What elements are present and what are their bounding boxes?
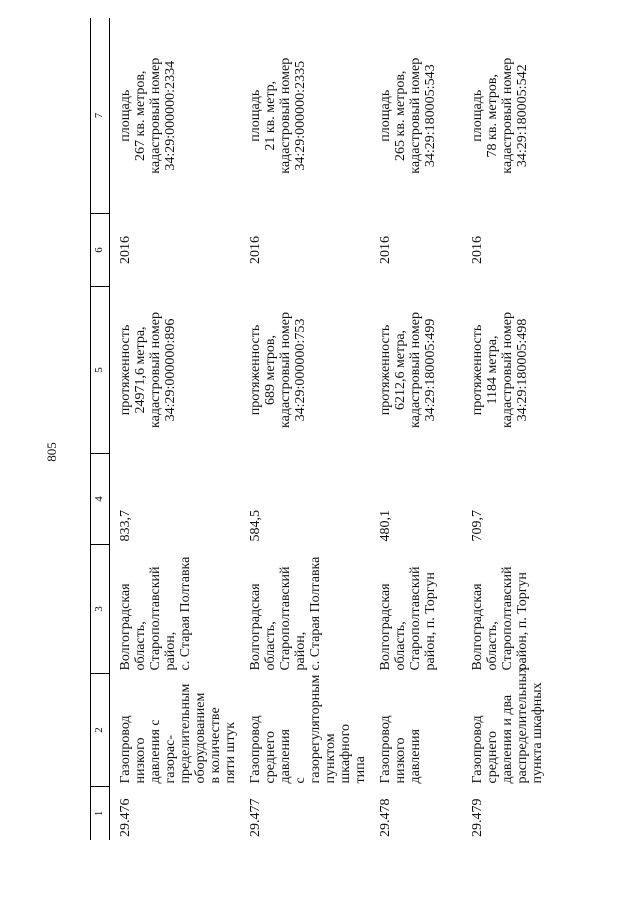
header-col-5: 5: [91, 287, 110, 454]
row-name: Газопровод низкого давления с газорас- пределительным оборудованием в количестве пяти штук: [118, 683, 238, 784]
row-year: 2016: [248, 236, 263, 264]
header-col-4: 4: [91, 454, 110, 545]
row-location: Волгоградская область, Старополтавский район, п. Торгун: [378, 566, 438, 671]
row-value: 584,5: [248, 510, 263, 542]
table-row: [460, 18, 558, 840]
row-length: протяженность 6212,6 метра, кадастровый номер 34:29:180005:499: [378, 312, 438, 428]
table-body: [110, 18, 559, 840]
row-area: площадь 78 кв. метров, кадастровый номер 34:29:180005:542: [470, 57, 530, 174]
table-row: [240, 18, 370, 840]
row-name: Газопровод низкого давления: [378, 715, 423, 784]
row-year: 2016: [378, 236, 393, 264]
header-col-7: 7: [91, 18, 110, 214]
row-year: 2016: [470, 236, 485, 264]
header-col-2: 2: [91, 674, 110, 787]
row-length: протяженность 24971,6 метра, кадастровый номер 34:29:000000:896: [118, 312, 178, 428]
row-id: 29.477: [248, 798, 263, 837]
row-year: 2016: [118, 236, 133, 264]
row-value: 480,1: [378, 510, 393, 542]
row-length: протяженность 689 метров, кадастровый номер 34:29:000000:753: [248, 312, 308, 428]
row-location: Волгоградская область, Старополтавский район, с. Старая Полтавка: [118, 556, 193, 671]
row-id: 29.479: [470, 798, 485, 837]
row-value: 833,7: [118, 510, 133, 542]
table-row: [370, 18, 460, 840]
row-name: Газопровод среднего давления и два распределительных пункта шкафных: [470, 666, 545, 784]
row-location: Волгоградская область, Старополтавский район, п. Торгун: [470, 566, 530, 671]
row-name: Газопровод среднего давления с газорегуляторным пунктом шкафного типа: [248, 674, 368, 784]
table-row: [110, 18, 241, 840]
row-id: 29.476: [118, 798, 133, 837]
header-col-3: 3: [91, 545, 110, 674]
property-table: [90, 18, 558, 840]
property-table-rotated: [90, 30, 545, 840]
page-number: 805: [44, 442, 59, 462]
table-header: [91, 18, 110, 840]
row-length: протяженность 1184 метра, кадастровый номер 34:29:180005:498: [470, 312, 530, 428]
row-value: 709,7: [470, 510, 485, 542]
header-row: [91, 18, 110, 840]
row-location: Волгоградская область, Старополтавский район, с. Старая Полтавка: [248, 556, 323, 671]
row-area: площадь 21 кв. метр, кадастровый номер 34:29:000000:2335: [248, 57, 308, 174]
header-col-6: 6: [91, 214, 110, 287]
header-col-1: 1: [91, 787, 110, 841]
row-id: 29.478: [378, 798, 393, 837]
row-area: площадь 267 кв. метров, кадастровый номер 34:29:000000:2334: [118, 57, 178, 174]
row-area: площадь 265 кв. метров, кадастровый номер 34:29:180005:543: [378, 57, 438, 174]
